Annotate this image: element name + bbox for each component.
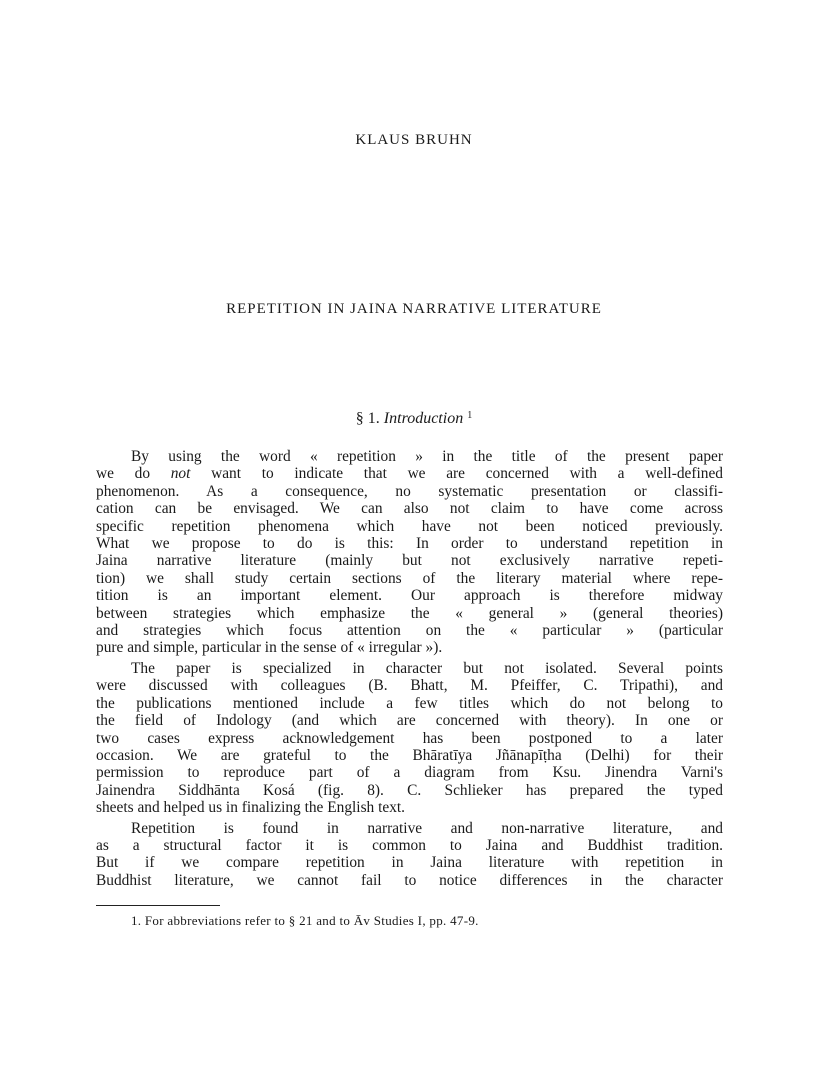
text-line: tition is an important element. Our approach is therefore midway xyxy=(96,587,723,605)
text-line: Jaina narrative literature (mainly but not exclusively narrative repeti- xyxy=(96,552,723,570)
text-line: pure and simple, particular in the sense of « irregular »). xyxy=(96,639,443,657)
emphasis-not: not xyxy=(170,465,191,483)
text-line: the field of Indology (and which are concerned with theory). In one or xyxy=(96,712,723,730)
text-line: What we propose to do is this: In order to understand repetition in xyxy=(96,535,723,553)
text-line: The paper is specialized in character but not isolated. Several points xyxy=(131,659,723,677)
section-name: Introduction xyxy=(383,410,464,427)
section-number: § 1. xyxy=(355,410,380,427)
text-line: Buddhist literature, we cannot fail to notice differences in the character xyxy=(96,871,723,889)
text-line: But if we compare repetition in Jaina literature with repetition in xyxy=(96,854,723,872)
text-line: two cases express acknowledgement has been postponed to a later xyxy=(96,729,723,747)
paper-title: REPETITION IN JAINA NARRATIVE LITERATURE xyxy=(226,301,602,317)
text-line: sheets and helped us in finalizing the English text. xyxy=(96,799,406,817)
paragraph-1 xyxy=(96,448,723,657)
author-name: KLAUS BRUHN xyxy=(355,132,473,148)
footnote-divider xyxy=(96,905,220,906)
body-text xyxy=(96,448,723,892)
text-line: tion) we shall study certain sections of the literary material where repe- xyxy=(96,569,723,587)
text-line: Repetition is found in narrative and non-narrative literature, and xyxy=(131,819,723,837)
section-heading xyxy=(0,410,828,428)
text-line: and strategies which focus attention on the « particular » (particular xyxy=(96,622,723,640)
footnote-marker: 1 xyxy=(467,410,473,421)
footnote: 1. For abbreviations refer to § 21 and to Āv Studies I, pp. 47-9. xyxy=(131,913,479,928)
paragraph-3 xyxy=(96,820,723,890)
text-line: phenomenon. As a consequence, no systematic presentation or classifi- xyxy=(96,482,723,500)
text-line: were discussed with colleagues (B. Bhatt, M. Pfeiffer, C. Tripathi), and xyxy=(96,677,723,695)
text-line-emphasis: we do not want to indicate that we are concerned with a well-defined xyxy=(96,465,723,483)
text-line: specific repetition phenomena which have not been noticed previously. xyxy=(96,517,723,535)
text-line: the publications mentioned include a few titles which do not belong to xyxy=(96,694,723,712)
text-line: cation can be envisaged. We can also not claim to have come across xyxy=(96,500,723,518)
text-line: Jainendra Siddhānta Kosá (fig. 8). C. Schlieker has prepared the typed xyxy=(96,781,723,799)
text-line: between strategies which emphasize the « general » (general theories) xyxy=(96,604,723,622)
text-line: occasion. We are grateful to the Bhāratīya Jñānapīṭha (Delhi) for their xyxy=(96,746,723,764)
text-line: By using the word « repetition » in the title of the present paper xyxy=(131,448,723,465)
text-line: permission to reproduce part of a diagram from Ksu. Jinendra Varni's xyxy=(96,764,723,782)
paragraph-2 xyxy=(96,660,723,817)
text-line: as a structural factor it is common to Jaina and Buddhist tradition. xyxy=(96,836,723,854)
